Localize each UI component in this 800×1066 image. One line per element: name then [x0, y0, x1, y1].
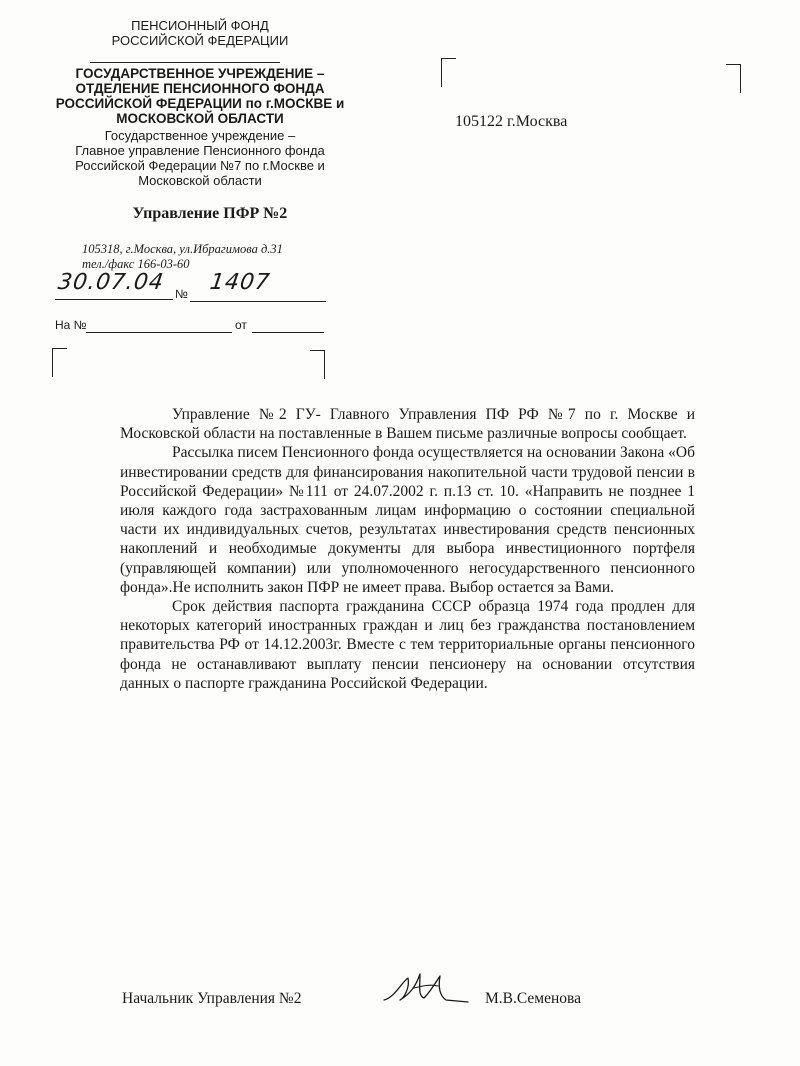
office-address: 105318, г.Москва, ул.Ибрагимова д.31: [82, 242, 283, 256]
office-phone: тел./факс 166-03-60: [82, 257, 190, 271]
letter-body: [120, 405, 695, 693]
reference-date-underline: [252, 332, 324, 333]
office-name: Управление ПФР №2: [132, 205, 288, 222]
sub-institution-line-3: Российской Федерации №7 по г.Москве и: [75, 158, 325, 173]
institution-line-2: ОТДЕЛЕНИЕ ПЕНСИОННОГО ФОНДА: [75, 81, 325, 96]
sub-institution-line-4: Московской области: [138, 173, 262, 188]
institution-line-4: МОСКОВСКОЙ ОБЛАСТИ: [116, 111, 284, 126]
recipient-city: 105122 г.Москва: [455, 113, 568, 130]
left-block-corner-left: [52, 348, 67, 377]
reference-number-underline: [86, 332, 232, 333]
left-block-corner-right: [310, 350, 325, 379]
recipient-corner-right: [726, 64, 741, 93]
number-underline: [190, 301, 326, 302]
body-paragraph-1: Управление №2 ГУ- Главного Управления ПФ РФ №7 по г. Москве и Московской области на поставленные в Вашем письме различные вопросы сообщает.: [120, 406, 695, 443]
signatory-name: М.В.Семенова: [485, 990, 582, 1007]
letterhead-divider: [90, 62, 280, 63]
recipient-corner-left: [441, 58, 456, 87]
fund-name-line-2: РОССИЙСКОЙ ФЕДЕРАЦИИ: [111, 33, 289, 48]
sub-institution-line-1: Государственное учреждение –: [104, 128, 296, 143]
outgoing-date: 30.07.04: [56, 270, 166, 295]
institution-line-1: ГОСУДАРСТВЕННОЕ УЧРЕЖДЕНИЕ –: [75, 66, 325, 81]
handwritten-signature: [380, 968, 470, 1008]
signatory-role: Начальник Управления №2: [122, 990, 302, 1007]
body-paragraph-2: Рассылка писем Пенсионного фонда осуществляется на основании Закона «Об инвестировании средств для финансирования накопительной части трудовой пенсии в Российской Федерации» №111 от 24.07.2002 г. п.13 ст. 10. «Направить не позднее 1 июля каждого года застрахованным лицам информацию о состоянии специальной части их индивидуальных счетов, результатах инвестирования средств пенсионных накоплений и необходимые документы для выбора инвестиционного портфеля (управляющей компании) или уполномоченного негосударственного пенсионного фонда».Не исполнить закон ПФР не имеет права. Выбор остается за Вами.: [120, 444, 695, 596]
body-paragraph-3: Срок действия паспорта гражданина СССР образца 1974 года продлен для некоторых категорий иностранных граждан и лиц без гражданства постановлением правительства РФ от 14.12.2003г. Вместе с тем территориальные органы пенсионного фонда не останавливают выплату пенсии пенсионеру на основании отсутствия данных о паспорте гражданина Российской Федерации.: [120, 598, 695, 692]
reference-date-label: от: [235, 318, 247, 332]
sub-institution-line-2: Главное управление Пенсионного фонда: [75, 143, 325, 158]
date-underline: [55, 299, 173, 300]
number-label: №: [175, 287, 188, 301]
fund-name-line-1: ПЕНСИОННЫЙ ФОНД: [131, 18, 269, 33]
outgoing-number: 1407: [208, 270, 272, 295]
institution-line-3: РОССИЙСКОЙ ФЕДЕРАЦИИ по г.МОСКВЕ и: [55, 96, 345, 111]
reference-number-label: На №: [55, 318, 87, 332]
